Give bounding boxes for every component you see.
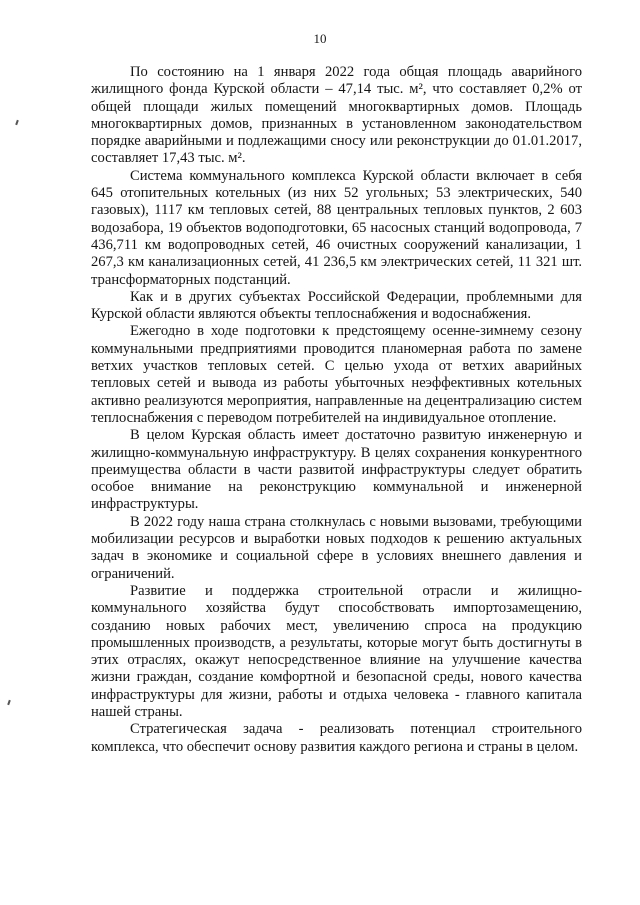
scan-mark-left-top <box>15 120 19 125</box>
scan-mark-left-bottom <box>7 700 11 705</box>
document-body <box>91 64 582 756</box>
paragraph-emergency-housing: По состоянию на 1 января 2022 года общая площадь аварийного жилищного фонда Курской области – 47,14 тыс. м², что составляет 0,2% от общей площади жилых помещений многоквартирных домов. Площадь многоквартирных домов, признанных в установленном законодательством порядке аварийными и подлежащими сносу или реконструкции до 01.01.2017, составляет 17,43 тыс. м². <box>91 64 582 167</box>
paragraph-infrastructure: В целом Курская область имеет достаточно развитую инженерную и жилищно-коммунальную инфраструктуру. В целях сохранения конкурентного преимущества области в части развитой инфраструктуры следует обратить особое внимание на реконструкцию коммунальной и инженерной инфраструктуры. <box>91 427 582 513</box>
paragraph-utility-system: Система коммунального комплекса Курской области включает в себя 645 отопительных котельных (из них 52 угольных; 53 электрических, 540 газовых), 1117 км тепловых сетей, 88 центральных тепловых пунктов, 2 603 водозабора, 19 объектов водоподготовки, 65 насосных станций водопровода, 7 436,711 км водопроводных сетей, 46 очистных сооружений канализации, 1 267,3 км канализационных сетей, 41 236,5 км электрических сетей, 11 321 шт. трансформаторных подстанций. <box>91 167 582 288</box>
page-number: 10 <box>313 31 327 46</box>
paragraph-development: Развитие и поддержка строительной отрасли и жилищно-коммунального хозяйства будут способствовать импортозамещению, созданию новых рабочих мест, увеличению спроса на продукцию промышленных производств, а результаты, которые могут быть достигнуты в этих отраслях, окажут непосредственное влияние на улучшение качества жизни граждан, создание комфортной и безопасной среды, нового качества инфраструктуры для жизни, работы и отдыха человека - главного капитала нашей страны. <box>91 582 582 720</box>
paragraph-problem-objects: Как и в других субъектах Российской Федерации, проблемными для Курской области являются объекты теплоснабжения и водоснабжения. <box>91 288 582 323</box>
paragraph-new-challenges: В 2022 году наша страна столкнулась с новыми вызовами, требующими мобилизации ресурсов и выработки новых подходов к решению актуальных задач в экономике и социальной сфере в условиях внешнего давления и ограничений. <box>91 513 582 582</box>
paragraph-heating-networks: Ежегодно в ходе подготовки к предстоящему осенне-зимнему сезону коммунальными предприятиями проводится планомерная работа по замене ветхих участков тепловых сетей. С целью ухода от ветхих аварийных тепловых сетей и вывода из работы убыточных неэффективных котельных активно реализуются мероприятия, направленные на децентрализацию систем теплоснабжения с переводом потребителей на индивидуальное отопление. <box>91 323 582 426</box>
paragraph-strategic-task: Стратегическая задача - реализовать потенциал строительного комплекса, что обеспечит основу развития каждого региона и страны в целом. <box>91 721 582 755</box>
